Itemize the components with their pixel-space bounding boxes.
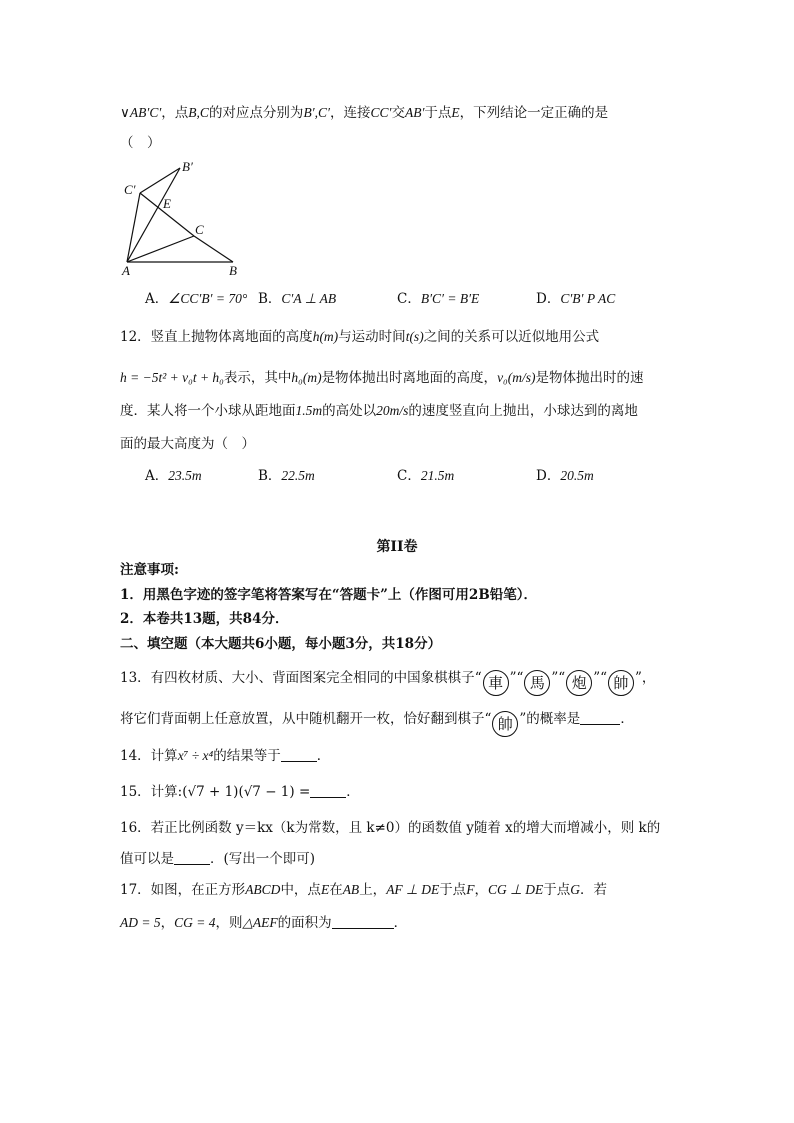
- q13-line1: 13．有四枚材质、大小、背面图案完全相同的中国象棋棋子“ 車 ”“ 馬 ”“ 炮 ”“ 帥 ”，: [120, 668, 655, 696]
- q14-answer-blank[interactable]: [281, 747, 317, 762]
- q14-line: 14．计算x⁷ ÷ x⁴的结果等于 ．: [120, 748, 331, 764]
- q12-line4: 面的最大高度为（ ）: [120, 436, 255, 452]
- q11-option-b[interactable]: B．C′A ⊥ AB: [258, 291, 337, 307]
- q12-option-a[interactable]: A．23.5m: [145, 468, 202, 484]
- q11-option-a[interactable]: A．∠CC′B′ = 70°: [145, 291, 248, 307]
- q17-answer-blank[interactable]: [332, 914, 394, 929]
- q12-line1: 12．竖直上抛物体离地面的高度h(m)与运动时间t(s)之间的关系可以近似地用公式: [120, 329, 600, 345]
- q11-figure: [110, 158, 260, 280]
- q17-line2: AD = 5，CG = 4，则△AEF的面积为 ．: [120, 915, 408, 931]
- q16-line1: 16．若正比例函数 y＝kx（k为常数，且 k≠0）的函数值 y随着 x的增大而增减小，则 k的: [120, 820, 661, 836]
- label-c: C: [195, 222, 204, 237]
- q11-answer-paren: （ ）: [120, 135, 161, 151]
- section-title: 第II卷: [376, 539, 418, 555]
- label-b1: B′: [182, 159, 193, 174]
- chess-piece-che: 車: [483, 670, 509, 696]
- q15-answer-blank[interactable]: [310, 783, 346, 798]
- segment-cb: [194, 236, 233, 262]
- q13-line2: 将它们背面朝上任意放置，从中随机翻开一枚，恰好翻到棋子“ 帥 ”的概率是 ．: [120, 709, 634, 737]
- label-a: A: [122, 263, 130, 278]
- notice-item-2: 2．本卷共13题，共84分．: [120, 611, 289, 627]
- q11-option-c[interactable]: C．B′C′ = B′E: [397, 291, 480, 307]
- chess-piece-shuai: 帥: [608, 670, 634, 696]
- q12-option-b[interactable]: B．22.5m: [258, 468, 315, 484]
- label-c1: C′: [124, 182, 136, 197]
- q13-answer-blank[interactable]: [580, 710, 620, 725]
- chess-piece-ma: 馬: [524, 670, 550, 696]
- q11-line1: ∨AB′C′，点B,C的对应点分别为B′,C′，连接CC′交AB′于点E，下列结论一定正确的是: [120, 105, 609, 121]
- part-title: 二、填空题（本大题共6小题，每小题3分，共18分）: [120, 636, 442, 652]
- q12-line3: 度．某人将一个小球从距地面1.5m的高处以20m/s的速度竖直向上抛出，小球达到的离地: [120, 403, 638, 419]
- q17-line1: 17．如图，在正方形ABCD中，点E在AB上，AF ⊥ DE于点F，CG ⊥ DE于点G．若: [120, 882, 607, 898]
- q12-option-d[interactable]: D．20.5m: [536, 468, 594, 484]
- label-e: E: [163, 196, 171, 211]
- q16-answer-blank[interactable]: [174, 850, 210, 865]
- q12-line2: h = −5t² + v₀t + h₀表示，其中h₀(m)是物体抛出时离地面的高度，v₀(m/s)是物体抛出时的速: [120, 370, 644, 386]
- q15-line: 15．计算:(√7 + 1)(√7 − 1) = ．: [120, 784, 360, 800]
- notice-title: 注意事项:: [120, 562, 179, 578]
- q11-option-d[interactable]: D．C′B′ P AC: [536, 291, 616, 307]
- chess-piece-pao: 炮: [566, 670, 592, 696]
- label-b: B: [229, 263, 237, 278]
- segment-ac: [127, 236, 194, 262]
- chess-piece-shuai-2: 帥: [492, 711, 518, 737]
- q12-option-c[interactable]: C．21.5m: [397, 468, 455, 484]
- segment-c1b1: [140, 168, 180, 193]
- notice-item-1: 1．用黑色字迹的签字笔将答案写在“答题卡”上（作图可用2B铅笔）．: [120, 587, 537, 603]
- q16-line2: 值可以是 ．(写出一个即可): [120, 851, 316, 867]
